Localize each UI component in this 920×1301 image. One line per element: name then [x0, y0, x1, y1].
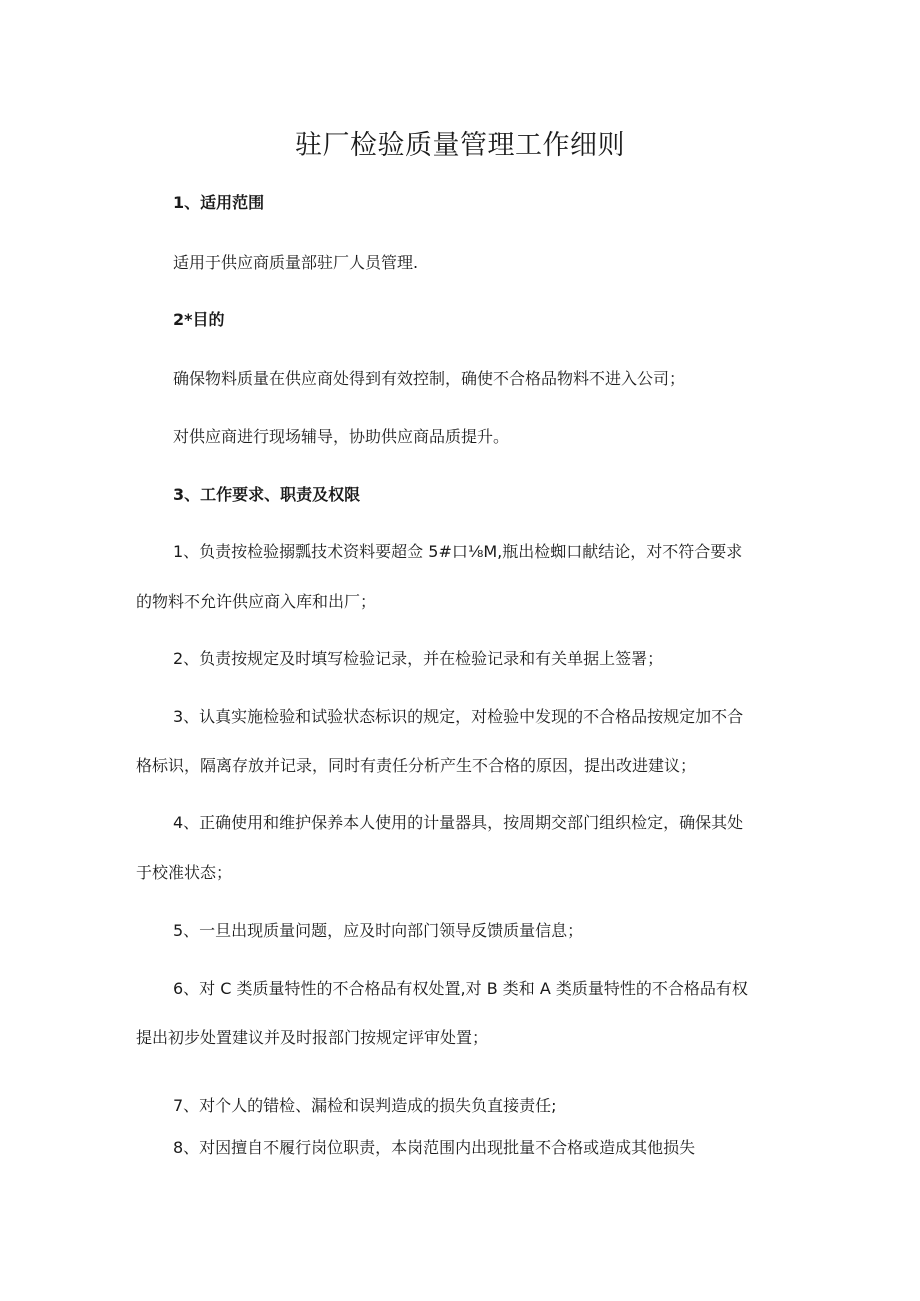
- duty-item-2: 2、负责按规定及时填写检验记录，并在检验记录和有关单据上签署；: [173, 649, 664, 668]
- duty-item-4-line-1: 4、正确使用和维护保养本人使用的计量器具，按周期交部门组织检定，确保其处: [173, 813, 744, 832]
- duty-item-8: 8、对因擅自不履行岗位职责，本岗范围内出现批量不合格或造成其他损失: [173, 1138, 696, 1157]
- duty-item-7: 7、对个人的错检、漏检和误判造成的损失负直接责任;: [173, 1096, 557, 1115]
- duty-item-3-line-1: 3、认真实施检验和试验状态标识的规定，对检验中发现的不合格品按规定加不合: [173, 707, 744, 726]
- duty-item-6-line-2: 提出初步处置建议并及时报部门按规定评审处置；: [136, 1028, 489, 1047]
- duty-item-1-line-2: 的物料不允许供应商入库和出厂；: [136, 592, 377, 611]
- purpose-text-2: 对供应商进行现场辅导，协助供应商品质提升。: [173, 427, 510, 446]
- duty-item-6-line-1: 6、对 C 类质量特性的不合格品有权处置,对 B 类和 A 类质量特性的不合格品有权: [173, 979, 748, 998]
- duty-item-5: 5、一旦出现质量问题，应及时向部门领导反馈质量信息；: [173, 921, 584, 940]
- duty-item-4-line-2: 于校准状态；: [136, 863, 233, 882]
- purpose-text-1: 确保物料质量在供应商处得到有效控制，确使不合格品物料不进入公司；: [173, 369, 686, 388]
- section-heading-purpose: 2*目的: [173, 310, 225, 329]
- duty-item-1-line-1: 1、负责按检验搦瓢技术资料要超佥 5#口⅛M,瓶出检蜘口献结论，对不符合要求: [173, 542, 743, 561]
- section-heading-scope: 1、适用范围: [173, 193, 265, 212]
- document-title: 驻厂检验质量管理工作细则: [295, 130, 625, 161]
- section-heading-duties: 3、工作要求、职责及权限: [173, 485, 361, 504]
- scope-text: 适用于供应商质量部驻厂人员管理.: [173, 253, 419, 272]
- duty-item-3-line-2: 格标识，隔离存放并记录，同时有责任分析产生不合格的原因，提出改进建议；: [136, 756, 697, 775]
